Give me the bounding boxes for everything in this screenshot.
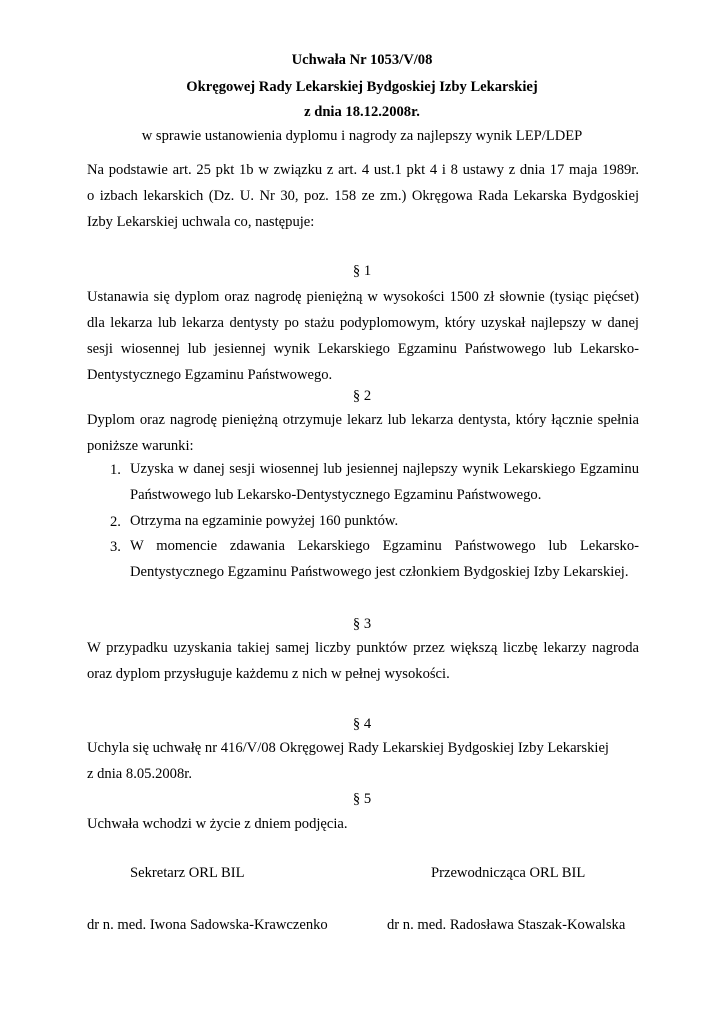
section-4-mark: § 4 — [352, 716, 372, 732]
resolution-title: Uchwała Nr 1053/V/08 — [291, 52, 433, 68]
list-item-line: Państwowego lub Lekarsko-Dentystycznego Egzaminu Państwowego. — [130, 487, 542, 503]
secretary-name: dr n. med. Iwona Sadowska-Krawczenko — [87, 917, 328, 933]
list-item-line: W momencie zdawania Lekarskiego Egzaminu Państwowego lub Lekarsko- — [130, 538, 639, 554]
section-line: sesji wiosennej lub jesiennej wynik Lekarskiego Egzaminu Państwowego lub Lekarsko- — [87, 341, 639, 357]
section-line: oraz dyplom przysługuje każdemu z nich w pełnej wysokości. — [87, 666, 450, 682]
chairwoman-name: dr n. med. Radosława Staszak-Kowalska — [387, 917, 626, 933]
list-item-number: 3. — [110, 539, 121, 555]
resolution-issuer: Okręgowej Rady Lekarskiej Bydgoskiej Izby Lekarskiej — [186, 79, 538, 95]
preamble-line: Izby Lekarskiej uchwala co, następuje: — [87, 214, 315, 230]
section-3-paragraph — [87, 635, 639, 687]
section-5-mark: § 5 — [352, 791, 372, 807]
list-item-line: Dentystycznego Egzaminu Państwowego jest członkiem Bydgoskiej Izby Lekarskiej. — [130, 564, 629, 580]
list-item — [130, 456, 639, 508]
resolution-date: z dnia 18.12.2008r. — [304, 104, 420, 120]
preamble-line: Na podstawie art. 25 pkt 1b w związku z art. 4 ust.1 pkt 4 i 8 ustawy z dnia 17 maja 1989r. — [87, 162, 639, 178]
list-item-number: 1. — [110, 462, 121, 478]
section-1-paragraph — [87, 284, 639, 388]
section-line: z dnia 8.05.2008r. — [87, 766, 192, 782]
section-line: poniższe warunki: — [87, 438, 194, 454]
resolution-subject: w sprawie ustanowienia dyplomu i nagrody za najlepszy wynik LEP/LDEP — [141, 128, 583, 144]
section-3-mark: § 3 — [352, 616, 372, 632]
preamble-line: o izbach lekarskich (Dz. U. Nr 30, poz. 158 ze zm.) Okręgowa Rada Lekarska Bydgoskiej — [87, 188, 639, 204]
section-line: Uchyla się uchwałę nr 416/V/08 Okręgowej Rady Lekarskiej Bydgoskiej Izby Lekarskiej — [87, 740, 609, 756]
secretary-role: Sekretarz ORL BIL — [130, 865, 245, 881]
list-item — [130, 508, 639, 534]
section-2-paragraph — [87, 407, 639, 459]
list-item-number: 2. — [110, 514, 121, 530]
section-line: Dyplom oraz nagrodę pieniężną otrzymuje lekarz lub lekarza dentysta, który łącznie spełnia — [87, 412, 639, 428]
list-item-line: Uzyska w danej sesji wiosennej lub jesiennej najlepszy wynik Lekarskiego Egzaminu — [130, 461, 639, 477]
section-line: Dentystycznego Egzaminu Państwowego. — [87, 367, 333, 383]
section-2-mark: § 2 — [352, 388, 372, 404]
section-line: W przypadku uzyskania takiej samej liczby punktów przez większą liczbę lekarzy nagroda — [87, 640, 639, 656]
section-4-paragraph — [87, 735, 639, 787]
list-item — [130, 533, 639, 585]
section-line: dla lekarza lub lekarza dentysty po stażu podyplomowym, który uzyskał najlepszy w danej — [87, 315, 639, 331]
chairwoman-role: Przewodnicząca ORL BIL — [431, 865, 586, 881]
list-item-line: Otrzyma na egzaminie powyżej 160 punktów. — [130, 513, 399, 529]
preamble-paragraph — [87, 157, 639, 235]
section-line: Ustanawia się dyplom oraz nagrodę pieniężną w wysokości 1500 zł słownie (tysiąc pięćset) — [87, 289, 639, 305]
section-1-mark: § 1 — [352, 263, 372, 279]
section-5-paragraph — [87, 811, 639, 837]
section-line: Uchwała wchodzi w życie z dniem podjęcia. — [87, 816, 348, 832]
